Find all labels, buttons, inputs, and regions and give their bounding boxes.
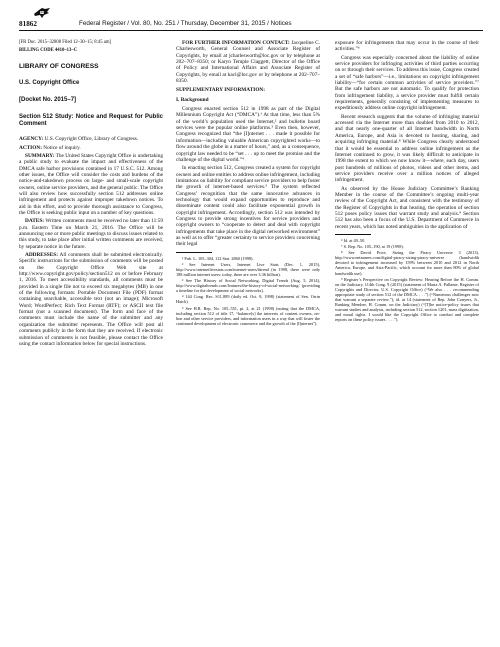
footnote: ¹ Pub. L. 105–304, 112 Stat. 2860 (1998). [182, 255, 254, 261]
summary-entry [19, 153, 163, 216]
page-header [19, 7, 483, 32]
office-name: U.S. Copyright Office [19, 80, 80, 87]
body-paragraph: As observed by the House Judiciary Committee’s Ranking Member in the course of the Committee’s ongoing multi-year review of the Copyright Act, and consistent with the testimony of the Register of Copyrights in that hearing, the operation of section 512 poses policy issues that warrant study and analysis.⁹ Section 512 has also been a focus of the U.S. Department of Commerce in recent years, which has noted ambiguities in the application of [335, 185, 479, 230]
section-heading: I. Background [176, 96, 209, 103]
gpo-eagle-logo-icon [33, 7, 51, 19]
footnote: ² See Internet Users, Internet Live Stats (Dec. 1, 2015), http://www.internetlivestats.com/internet-users/#trend (in 1998, there were only 188 million internet users; today, there are over 3.36 billion). [176, 261, 320, 277]
svg-text:GPO: GPO [39, 11, 45, 15]
contact-text: Jacqueline C. Charlesworth, General Counsel and Associate Register of Copyrights, by email at jcharlesworth@loc.gov or by telephone at 202–707–8350; or Karyn Temple Claggett, Director of the Office of Policy and International Affairs and Associate Register of Copyrights, by email at kacl@loc.gov or by telephone at 202–707–8350. [176, 40, 320, 85]
body-paragraph: Recent research suggests that the volume of infringing material accessed via the Internet more than doubled from 2010 to 2012, and that nearly one-quarter of all Internet bandwidth in North America, Europe, and Asia is devoted to hosting, sharing, and acquiring infringing material.⁸ While Congress clearly understood that it would be essential to address online infringement as the Internet continued to grow, it was likely difficult to anticipate in 1998 the extent to which we now know it—where, each day, users post hundreds of millions of photos, videos and other items, and service providers receive over a million notices of alleged infringement. [335, 113, 479, 184]
page-number: 81862 [19, 20, 37, 28]
addresses-label: ADDRESSES: [25, 252, 58, 259]
agency-label: AGENCY: [19, 136, 44, 143]
dates-entry [19, 218, 163, 250]
footnote: ⁸ See David Price, Sizing the Piracy Universe 3 (2013), http://www.netnames.com/digital-piracy-sizing-piracy-universe (bandwidth devoted to infringement increased by 159% between 2010 and 2012 in North America, Europe, and Asia-Pacific, which account for more than 80% of global bandwidth use). [335, 250, 479, 276]
footnote: ⁷ S. Rep. No. 105–190, at 19 (1998). [341, 244, 404, 250]
addresses-entry [19, 252, 163, 347]
document-title: Section 512 Study: Notice and Request for Public Comment [19, 114, 163, 128]
agency-entry [19, 136, 163, 142]
docket-number: [Docket No. 2015–7] [19, 97, 77, 104]
dates-label: DATES: [25, 218, 45, 225]
summary-text: The United States Copyright Office is undertaking a public study to evaluate the impact and effectiveness of the DMCA safe harbor provisions contained in 17 U.S.C. 512. Among other issues, the Office will consider the costs and burdens of the notice-and-takedown process on large- and small-scale copyright owners, online service providers, and the general public. The Office will also review how successfully section 512 addresses online infringement and protects against improper takedown notices. To aid in this effort, and to provide thorough assistance to Congress, the Office is seeking public input on a number of key questions. [19, 152, 163, 216]
footnote: ⁶ Id. at 49–50. [341, 237, 366, 243]
column-3 [335, 40, 479, 323]
footnote: ⁴ 144 Cong. Rec. S11,889 (daily ed. Oct. 8, 1998) (statement of Sen. Orrin Hatch). [176, 294, 320, 305]
body-paragraph: exposure for infringements that may occur in the course of their activities.”⁶ [335, 40, 479, 53]
footnote-rule [176, 252, 212, 253]
header-rule [19, 30, 483, 31]
body-paragraph: In enacting section 512, Congress created a system for copyright owners and online entities to address online infringement, including limitations on liability for compliant service providers to help foster the growth of internet-based services.⁵ The system reflected Congress’ recognition that the same innovative advances in technology that would expand opportunities to reproduce and disseminate content could also facilitate exponential growth in copyright infringement. Accordingly, section 512 was intended by Congress to provide strong incentives for service providers and copyright owners to “cooperate to detect and deal with copyright infringements that take place in the digital networked environment” as well as to offer “greater certainty to service providers concerning their legal [176, 165, 321, 248]
footnote: ³ See The History of Social Networking, Digital Trends (Aug. 5, 2014), http://www.digitaltrends.com/features/the-history-of-social-networking/ (providing a timeline for the development of social networks). [176, 278, 320, 294]
action-label: ACTION: [19, 144, 42, 151]
contact-label: FOR FURTHER INFORMATION CONTACT: [182, 40, 290, 46]
addresses-text: All comments shall be submitted electronically. Specific instructions for the submission of comments will be posted on the Copyright Office Web site at http://www.copyright.gov/policy/section512 on or before February 1, 2016. To meet accessibility standards, all comments must be provided in a single file not to exceed six megabytes (MB) in one of the following formats: Portable Document File (PDF) format containing searchable, accessible text (not an image); Microsoft Word; WordPerfect; Rich Text Format (RTF); or ASCII text file format (not a scanned document). The form and face of the comments must include the name of the submitter and any organization the submitter represents. The Office will post all comments publicly in the form that they are received. If electronic submission of comments is not feasible, please contact the Office using the contact information below for special instructions. [19, 252, 163, 347]
body-paragraph: Congress was especially concerned about the liability of online service providers for infringing activities of third parties occurring on or through their services. To address this issue, Congress created a set of “safe harbors”—i.e., limitations on copyright infringement liability—“for certain common activities of service providers.”⁷ But the safe harbors are not automatic. To qualify for protection from infringement liability, a service provider must fulfill certain requirements, generally consisting of implementing measures to expeditiously address online copyright infringement. [335, 54, 479, 112]
contact-entry [176, 40, 320, 84]
dates-text: Written comments must be received no later than 11:59 p.m. Eastern Time on March 21, 2016. The Office will be announcing one or more public meetings to discuss issues related to this study, to take place after initial written comments are received, by separate notice in the future. [19, 218, 163, 250]
column-2 [176, 40, 320, 327]
fr-doc-line: [FR Doc. 2015–32808 Filed 12–30–15; 8:45 am] [19, 40, 112, 45]
summary-label: SUMMARY: [25, 152, 55, 159]
column-1 [19, 40, 163, 349]
running-head: Federal Register / Vol. 80, No. 251 / Thursday, December 31, 2015 / Notices [79, 20, 292, 27]
action-text: Notice of inquiry. [43, 144, 81, 151]
footnote: ⁹ Register’s Perspective on Copyright Review: Hearing Before the H. Comm. on the Judiciary, 114th Cong. 9 (2015) (statement of Maria A. Pallante, Register of Copyrights and Director, U.S. Copyright Office) (“We also . . . recommending appropriate study of section 512 of the DMCA. . . .”) (“Numerous challenges now that warrant a separate review.”); id. at 14 (statement of Rep. John Conyers, Jr., Ranking Member, H. Comm. on the Judiciary) (“[T]he notice-policy issues that warrant studies and analysis, including section 512, section 1201, mass digitization, and moral rights. I would like the Copyright Office to conduct and complete reports on these policy issues . . . .”). [335, 276, 479, 323]
supplementary-label: SUPPLEMENTARY INFORMATION: [176, 87, 266, 94]
footnote: ⁵ See H.R. Rep. No. 105–551, pt. 2, at 21 (1998) (noting that the DMCA, including section 512 of title 17, “balance[s] the interests of content owners, on-line and other service providers, and information users in a way that will foster the continued development of electronic commerce and the growth of the [I]nternet”). [176, 305, 320, 326]
billing-code: BILLING CODE 4410–13–C [19, 47, 78, 53]
agency-name: LIBRARY OF CONGRESS [19, 63, 99, 71]
agency-text: U.S. Copyright Office, Library of Congress. [44, 136, 139, 143]
body-paragraph: Congress enacted section 512 in 1998 as part of the Digital Millennium Copyright Act (“DMCA”).¹ At that time, less than 5% of the world’s population used the Internet,² and bulletin board services were the popular online platforms.³ Even then, however, Congress recognized that “the [I]nternet . . . made it possible for information—including valuable American copyrighted works—to flow around the globe in a matter of hours,” and, as a consequence, copyright law needed to be “set . . . up to meet the promise and the challenge of the digital world.”⁴ [176, 106, 320, 163]
footnote-rule [335, 234, 371, 235]
action-entry [19, 145, 163, 151]
